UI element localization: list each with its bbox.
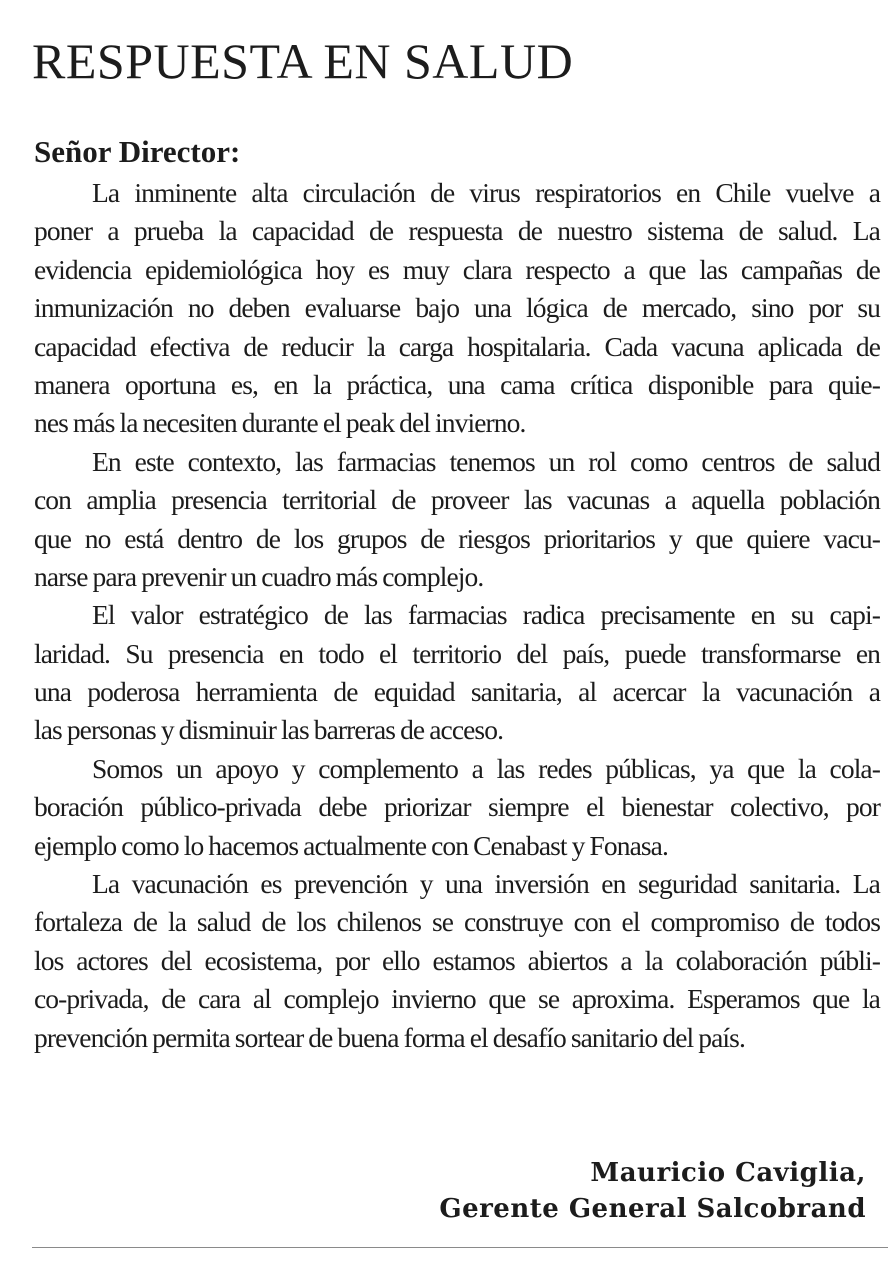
text-line: poner a prueba la capacidad de respuesta de nuestro sistema de salud. La: [34, 215, 880, 247]
paragraph-4: [34, 750, 880, 865]
text-line: capacidad efectiva de reducir la carga hospitalaria. Cada vacuna aplicada de: [34, 330, 880, 362]
text-line: co-privada, de cara al complejo invierno que se aproxima. Esperamos que la: [34, 983, 880, 1015]
text-line: manera oportuna es, en la práctica, una cama crítica disponible para quie-: [34, 368, 880, 400]
paragraph-1: [34, 174, 880, 443]
paragraph-2: [34, 443, 880, 597]
text-line: una poderosa herramienta de equidad sanitaria, al acercar la vacunación a: [34, 676, 880, 708]
bottom-divider: [32, 1247, 888, 1248]
text-line: prevención permita sortear de buena forma el desafío sanitario del país.: [34, 1021, 745, 1053]
text-line: Somos un apoyo y complemento a las redes públicas, ya que la cola-: [92, 752, 880, 784]
text-line: La inminente alta circulación de virus respiratorios en Chile vuelve a: [92, 177, 880, 208]
signature-title: Gerente General Salcobrand: [439, 1194, 866, 1224]
text-line: La vacunación es prevención y una inversión en seguridad sanitaria. La: [92, 868, 880, 900]
signature-block: [439, 1155, 866, 1227]
text-line: El valor estratégico de las farmacias radica precisamente en su capi-: [92, 599, 880, 631]
text-line: narse para prevenir un cuadro más complejo.: [34, 560, 484, 592]
text-line: boración público-privada debe priorizar siempre el bienestar colectivo, por: [34, 791, 880, 823]
text-line: evidencia epidemiológica hoy es muy clara respecto a que las campañas de: [34, 253, 880, 285]
text-line: laridad. Su presencia en todo el territorio del país, puede transformarse en: [34, 637, 880, 669]
text-line: En este contexto, las farmacias tenemos un rol como centros de salud: [92, 445, 880, 477]
text-line: las personas y disminuir las barreras de acceso.: [34, 714, 504, 746]
text-line: nes más la necesiten durante el peak del invierno.: [34, 407, 526, 439]
paragraph-5: [34, 865, 880, 1057]
signature-name: Mauricio Caviglia,: [590, 1158, 866, 1188]
paragraph-3: [34, 596, 880, 750]
text-line: los actores del ecosistema, por ello estamos abiertos a la colaboración públi-: [34, 944, 880, 976]
text-line: fortaleza de la salud de los chilenos se construye con el compromiso de todos: [34, 906, 880, 938]
text-line: con amplia presencia territorial de proveer las vacunas a aquella población: [34, 484, 880, 516]
text-line: que no está dentro de los grupos de riesgos prioritarios y que quiere vacu-: [34, 522, 880, 554]
text-line: ejemplo como lo hacemos actualmente con Cenabast y Fonasa.: [34, 829, 668, 861]
letter-body: [34, 174, 880, 1057]
headline: RESPUESTA EN SALUD: [32, 33, 574, 89]
salutation: Señor Director:: [34, 134, 241, 169]
text-line: inmunización no deben evaluarse bajo una lógica de mercado, sino por su: [34, 292, 880, 324]
